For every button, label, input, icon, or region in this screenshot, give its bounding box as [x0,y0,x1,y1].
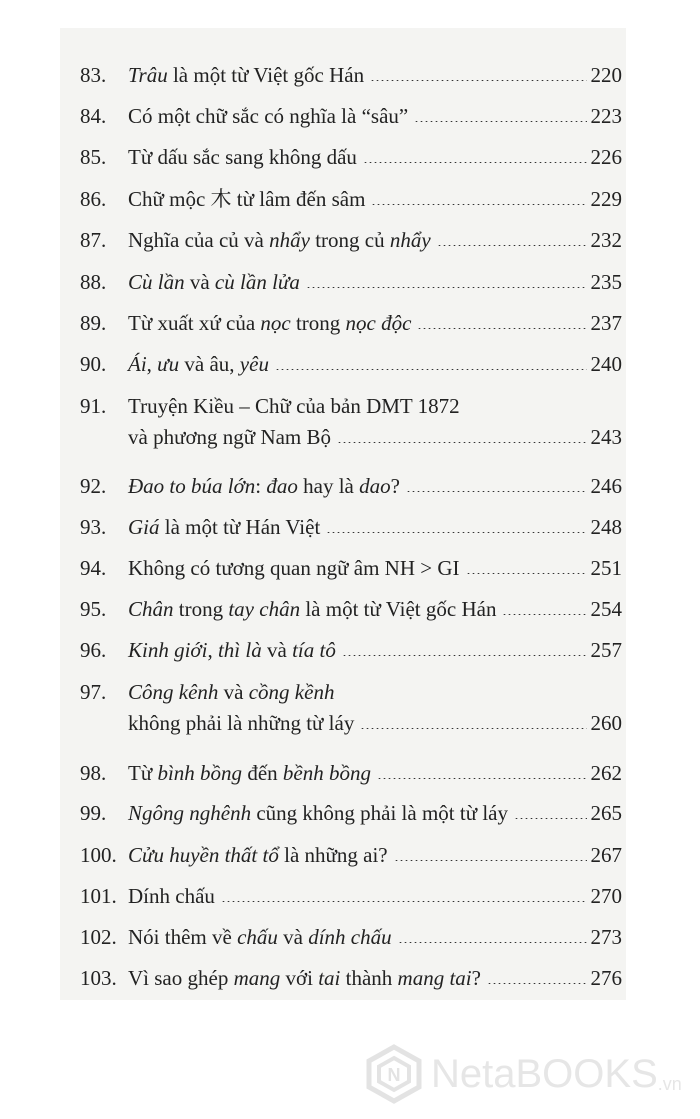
title-segment: Chữ mộc 木 từ lâm đến sâm [128,187,366,211]
title-italic-segment: Cửu huyền thất tổ [128,843,279,867]
dot-leader [360,728,586,729]
title-italic-segment: Chân [128,597,174,621]
watermark-brand: NetaBOOKS [431,1051,658,1096]
entry-title [128,798,508,829]
title-segment: và [261,638,293,662]
entry-page-number: 226 [590,145,622,169]
title-segment: với [280,966,319,990]
entry-number: 101. [80,884,117,908]
title-segment: , [146,352,158,376]
entry-number: 100. [80,843,117,867]
title-italic-segment: Giá [128,515,160,539]
dot-leader [437,245,587,246]
entry-page-number: 220 [590,63,622,87]
title-segment: Vì sao ghép [128,966,234,990]
title-segment: : [255,474,267,498]
entry-page-number: 243 [590,425,622,449]
entry-page-number: 223 [590,104,622,128]
title-segment: Từ xuất xứ của [128,311,261,335]
entry-number: 86. [80,187,107,211]
entry-page-number: 260 [590,711,622,735]
title-segment: không phải là những từ láy [128,711,355,735]
dot-leader [414,121,586,122]
entry-title [128,594,496,625]
title-segment: trong củ [309,228,390,252]
dot-leader [406,491,587,492]
title-italic-segment: cù lần lửa [214,270,300,294]
title-italic-segment: cồng kềnh [248,680,335,704]
entry-title [128,840,388,871]
title-italic-segment: tía tô [292,638,336,662]
entry-title [128,963,481,994]
title-segment: Từ dấu sắc sang không dấu [128,145,357,169]
entry-page-number: 276 [590,966,622,990]
watermark-suffix: .vn [657,1073,682,1094]
title-segment: Từ [128,761,158,785]
entry-title [128,922,392,953]
title-segment: Không có tương quan ngữ âm NH > GI [128,556,460,580]
entry-number: 88. [80,270,107,294]
entry-number: 98. [80,761,107,785]
title-italic-segment: dính chấu [308,925,392,949]
title-segment: trong [290,311,346,335]
entry-number: 103. [80,966,117,990]
dot-leader [306,287,587,288]
dot-leader [394,860,587,861]
title-italic-segment: bềnh bồng [282,761,371,785]
entry-title [128,881,215,912]
entry-page-number: 237 [590,311,622,335]
entry-number: 84. [80,104,107,128]
entry-page-number: 235 [590,270,622,294]
title-segment: cũng không phải là một từ láy [251,801,508,825]
title-italic-segment: bình bồng [157,761,243,785]
dot-leader [417,328,586,329]
entry-number: 87. [80,228,107,252]
title-segment: và phương ngữ Nam Bộ [128,425,332,449]
entry-page-number: 265 [590,801,622,825]
title-italic-segment: mang [233,966,281,990]
title-italic-segment: yêu [239,352,269,376]
entry-title [128,391,460,422]
entry-page-number: 262 [590,761,622,785]
entry-title [128,758,371,789]
entry-title [128,422,331,453]
title-segment: và [184,270,215,294]
entry-title [128,142,357,173]
entry-page-number: 232 [590,228,622,252]
dot-leader [221,901,587,902]
entry-title [128,512,320,543]
title-italic-segment: ưu [157,352,180,376]
entry-page-number: 246 [590,474,622,498]
title-segment: Nói thêm về [128,925,238,949]
title-italic-segment: Trâu [128,63,168,87]
entry-page-number: 270 [590,884,622,908]
title-segment: là một từ Việt gốc Hán [167,63,365,87]
title-italic-segment: Kinh giới [128,638,208,662]
dot-leader [371,204,586,205]
entry-page-number: 229 [590,187,622,211]
title-segment: ? [390,474,400,498]
entry-title [128,677,334,708]
title-segment: ? [471,966,481,990]
entry-title [128,184,365,215]
title-italic-segment: nhẩy [269,228,310,252]
entry-number: 89. [80,311,107,335]
entry-page-number: 254 [590,597,622,621]
title-italic-segment: Đao to búa lớn [128,474,256,498]
title-italic-segment: mang tai [397,966,472,990]
title-italic-segment: dao [359,474,391,498]
entry-page-number: 257 [590,638,622,662]
entry-title [128,101,408,132]
entry-number: 97. [80,680,107,704]
title-italic-segment: tai [318,966,341,990]
title-italic-segment: nhẩy [389,228,431,252]
title-segment: Có một chữ sắc có nghĩa là “sâu” [128,104,409,128]
entry-title [128,225,431,256]
dot-leader [398,942,587,943]
entry-number: 102. [80,925,117,949]
entry-number: 92. [80,474,107,498]
title-segment: trong [173,597,229,621]
title-segment: là những ai? [278,843,388,867]
title-segment: đến [242,761,283,785]
title-italic-segment: tay chân [228,597,301,621]
dot-leader [514,818,587,819]
entry-number: 91. [80,394,107,418]
entry-page-number: 251 [590,556,622,580]
entry-title [128,471,400,502]
title-segment: thành [340,966,398,990]
title-segment: là một từ Việt gốc Hán [300,597,497,621]
entry-number: 99. [80,801,107,825]
entry-number: 85. [80,145,107,169]
entry-page-number: 240 [590,352,622,376]
title-italic-segment: thì là [217,638,262,662]
entry-number: 96. [80,638,107,662]
title-segment: hay là [297,474,360,498]
dot-leader [342,655,587,656]
entry-page-number: 267 [590,843,622,867]
title-segment: và [277,925,309,949]
svg-text:N: N [387,1065,401,1085]
title-italic-segment: Ái [128,352,147,376]
dot-leader [337,442,586,443]
dot-leader [370,80,586,81]
title-italic-segment: Cù lần [128,270,185,294]
entry-title [128,349,269,380]
entry-title [128,635,336,666]
dot-leader [275,369,587,370]
title-italic-segment: nọc độc [345,311,412,335]
entry-page-number: 273 [590,925,622,949]
entry-number: 94. [80,556,107,580]
title-segment: , [207,638,218,662]
entry-number: 95. [80,597,107,621]
title-segment: là một từ Hán Việt [159,515,321,539]
title-italic-segment: Công kênh [128,680,219,704]
entry-title [128,308,411,339]
entry-page-number: 248 [590,515,622,539]
title-italic-segment: Ngông nghênh [128,801,252,825]
dot-leader [502,614,586,615]
title-italic-segment: đao [266,474,298,498]
entry-title [128,708,354,739]
title-segment: và âu, [179,352,240,376]
title-segment: Nghĩa của củ và [128,228,270,252]
dot-leader [326,532,586,533]
entry-number: 93. [80,515,107,539]
dot-leader [363,162,587,163]
entry-title [128,553,460,584]
entry-number: 83. [80,63,107,87]
entry-number: 90. [80,352,107,376]
title-segment: và [218,680,249,704]
title-italic-segment: chấu [237,925,278,949]
title-segment: Dính chấu [128,884,215,908]
entry-title [128,60,364,91]
dot-leader [487,983,587,984]
dot-leader [377,778,587,779]
entry-title [128,267,300,298]
netabooks-logo-icon [365,1044,423,1104]
title-italic-segment: nọc [260,311,291,335]
dot-leader [466,573,587,574]
title-segment: Truyện Kiều – Chữ của bản DMT 1872 [128,394,460,418]
watermark [365,1044,682,1104]
